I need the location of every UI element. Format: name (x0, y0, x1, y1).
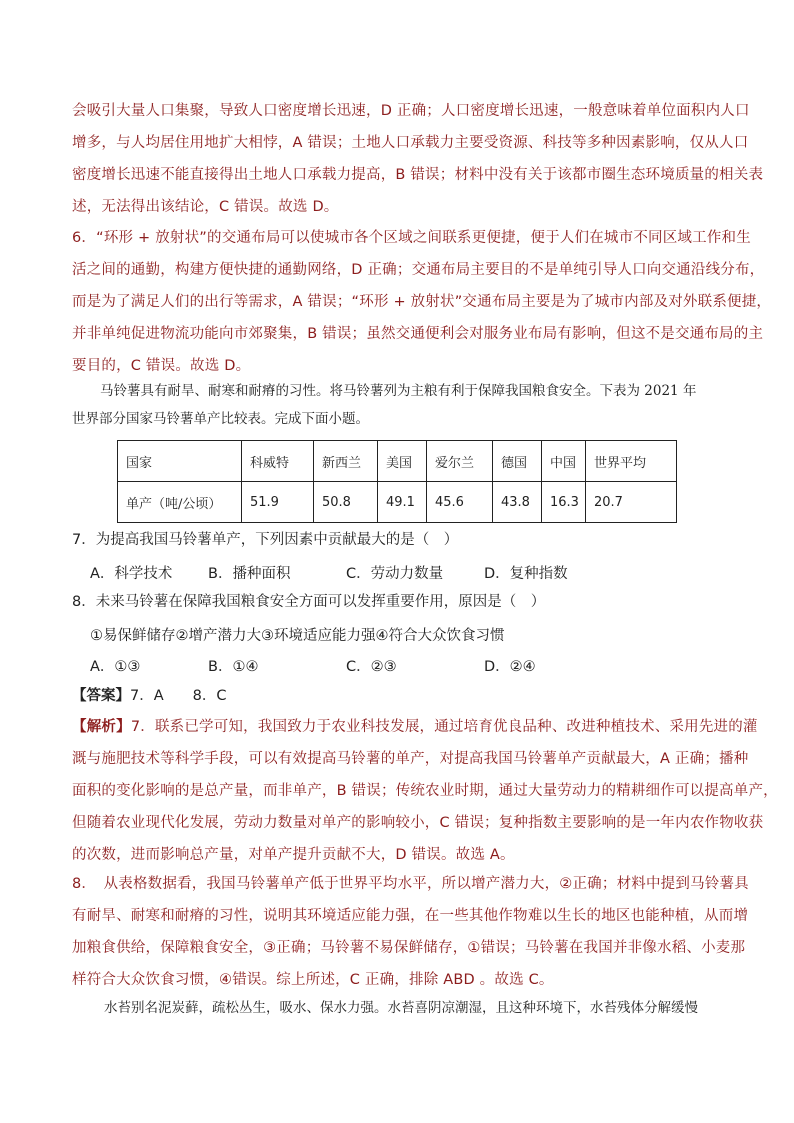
text-line: 6．“环形 + 放射状”的交通布局可以使城市各个区域之间联系更便捷，便于人们在城市不同区域工作和生 (72, 230, 751, 246)
question-8-statements: ①易保鲜储存②增产潜力大③环境适应能力强④符合大众饮食习惯 (90, 628, 505, 644)
table-header-cell: 国家 (118, 441, 242, 482)
question-8-options (90, 655, 536, 676)
text-line: 会吸引大量人口集聚，导致人口密度增长迅速，D 正确；人口密度增长迅速，一般意味着单位面积内人口 (72, 103, 750, 119)
text-line: 但随着农业现代化发展，劳动力数量对单产的影响较小，C 错误；复种指数主要影响的是一年内农作物收获 (72, 815, 764, 831)
text-line: 面积的变化影响的是总产量，而非单产，B 错误；传统农业时期，通过大量劳动力的精耕细作可以提高单产， (72, 783, 778, 799)
text-line: 活之间的通勤，构建方便快捷的通勤网络，D 正确；交通布局主要目的不是单纯引导人口向交通沿线分布， (72, 262, 765, 278)
option-a: A．①③ (90, 659, 141, 675)
option-d: D．②④ (484, 659, 536, 675)
text-line: 世界部分国家马铃薯单产比较表。完成下面小题。 (72, 411, 369, 427)
text-line: 要目的，C 错误。故选 D。 (72, 358, 251, 374)
table-header-cell: 新西兰 (314, 441, 378, 482)
question-7-stem: 7．为提高我国马铃薯单产，下列因素中贡献最大的是（ ） (72, 532, 459, 548)
option-b: B．播种面积 (208, 566, 291, 582)
option-d: D．复种指数 (484, 566, 568, 582)
analysis-paragraph-q8 (72, 868, 749, 996)
text-line: 水苔别名泥炭藓，疏松丛生，吸水、保水力强。水苔喜阴凉潮湿，且这种环境下，水苔残体分解缓慢 (104, 1000, 698, 1016)
text-line: 样符合大众饮食习惯，④错误。综上所述，C 正确，排除 ABD 。故选 C。 (72, 972, 554, 988)
table-header-cell: 美国 (378, 441, 427, 482)
table-row (118, 482, 677, 523)
option-c: C．劳动力数量 (346, 566, 444, 582)
text-line: 有耐旱、耐寒和耐瘠的习性，说明其环境适应能力强，在一些其他作物难以生长的地区也能种植，从而增 (72, 908, 749, 924)
text-span: 7．联系已学可知，我国致力于农业科技发展，通过培育优良品种、改进种植技术、采用先进的灌 (130, 719, 758, 735)
text-line: 密度增长迅速不能直接得出土地人口承载力提高，B 错误；材料中没有关于该都市圈生态环境质量的相关表 (72, 167, 764, 183)
analysis-paragraph-q7 (72, 711, 778, 871)
text-line: 述，无法得出该结论，C 错误。故选 D。 (72, 199, 339, 215)
text-line: 加粮食供给，保障粮食安全，③正确；马铃薯不易保鲜储存，①错误；马铃薯在我国并非像水稻、小麦那 (72, 940, 746, 956)
text-line: 并非单纯促进物流功能向市郊聚集，B 错误；虽然交通便利会对服务业布局有影响，但这不是交通布局的主 (72, 326, 764, 342)
table-cell: 45.6 (427, 482, 493, 523)
table-header-cell: 爱尔兰 (427, 441, 493, 482)
analysis-paragraph-q6 (72, 222, 772, 382)
table-header-cell: 中国 (542, 441, 586, 482)
table-row (118, 441, 677, 482)
material-text-moss (104, 994, 744, 1022)
table-header-cell: 科威特 (242, 441, 314, 482)
table-row-label: 单产（吨/公顷） (118, 482, 242, 523)
table-header-cell: 德国 (493, 441, 542, 482)
option-b: B．①④ (208, 659, 259, 675)
question-7-options (90, 562, 568, 583)
table-cell: 43.8 (493, 482, 542, 523)
table-cell: 49.1 (378, 482, 427, 523)
potato-yield-table (117, 440, 677, 523)
text-line (72, 711, 758, 743)
option-c: C．②③ (346, 659, 397, 675)
table-cell: 51.9 (242, 482, 314, 523)
answer-line (72, 681, 227, 711)
text-line: 增多，与人均居住用地扩大相悖，A 错误；土地人口承载力主要受资源、科技等多种因素影响，仅从人口 (72, 135, 749, 151)
text-line: 8． 从表格数据看，我国马铃薯单产低于世界平均水平，所以增产潜力大，②正确；材料中提到马铃薯具 (72, 876, 749, 892)
table-cell: 16.3 (542, 482, 586, 523)
question-8-stem: 8．未来马铃薯在保障我国粮食安全方面可以发挥重要作用，原因是（ ） (72, 594, 546, 610)
text-line: 的次数，进而影响总产量，对单产提升贡献不大，D 错误。故选 A。 (72, 847, 515, 863)
option-a: A．科学技术 (90, 566, 173, 582)
answer-text: 7．A 8．C (130, 688, 227, 704)
table-cell: 50.8 (314, 482, 378, 523)
text-line: 而是为了满足人们的出行等需求，A 错误；“环形 + 放射状”交通布局主要是为了城市内部及对外联系便捷， (72, 294, 772, 310)
answer-tag: 【答案】 (72, 688, 130, 704)
text-line: 溉与施肥技术等科学手段，可以有效提高马铃薯的单产，对提高我国马铃薯单产贡献最大，A 正确；播种 (72, 751, 749, 767)
analysis-tag: 【解析】 (72, 719, 131, 735)
text-line: 马铃薯具有耐旱、耐寒和耐瘠的习性。将马铃薯列为主粮有利于保障我国粮食安全。下表为 2021 年 (100, 383, 697, 399)
analysis-paragraph-q5-continued (72, 95, 764, 223)
material-text-potato (72, 377, 740, 433)
table-header-cell: 世界平均 (586, 441, 677, 482)
table-cell: 20.7 (586, 482, 677, 523)
